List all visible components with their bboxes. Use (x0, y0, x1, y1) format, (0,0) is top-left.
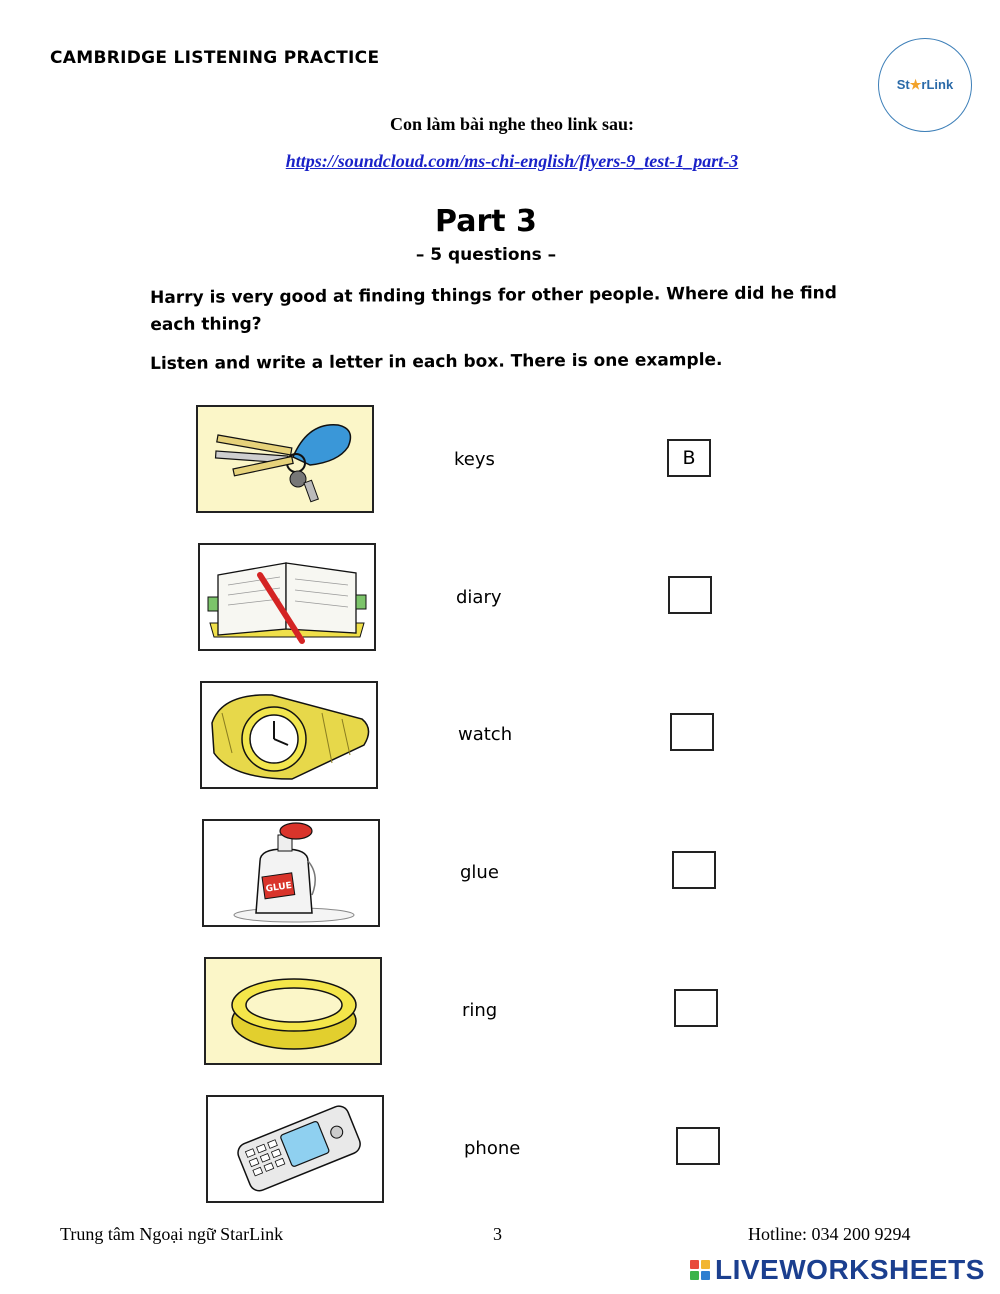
footer-hotline: Hotline: 034 200 9294 (748, 1224, 911, 1244)
watch-picture (200, 681, 378, 789)
soundcloud-link[interactable]: https://soundcloud.com/ms-chi-english/flyers-9_test-1_part-3 (285, 151, 739, 171)
answer-box-glue[interactable] (672, 851, 716, 889)
keys-picture (196, 405, 374, 513)
task-description: Harry is very good at finding things for other people. Where did he find each thing? (150, 283, 837, 335)
diary-icon (200, 545, 374, 649)
instruction-text: Con làm bài nghe theo link sau: (389, 114, 635, 134)
phone-picture (206, 1095, 384, 1203)
header-title: CAMBRIDGE LISTENING PRACTICE (50, 48, 380, 68)
liveworksheets-watermark (690, 1254, 985, 1286)
part-title: Part 3 (435, 204, 537, 239)
phone-icon (208, 1097, 382, 1201)
answer-box-ring[interactable] (674, 989, 718, 1027)
part-subtitle: – 5 questions – (415, 245, 557, 265)
footer-center-name: Trung tâm Ngoại ngữ StarLink (60, 1224, 284, 1244)
keys-icon (198, 407, 372, 511)
glue-picture (202, 819, 380, 927)
logo-text: St★rLink (896, 77, 954, 92)
task-instruction: Listen and write a letter in each box. There is one example. (150, 350, 723, 374)
word-watch: watch (458, 724, 513, 745)
ring-icon (206, 959, 380, 1063)
liveworksheets-logo-icon (690, 1260, 710, 1280)
word-keys: keys (454, 449, 495, 470)
answer-box-phone[interactable] (676, 1127, 720, 1165)
word-diary: diary (456, 587, 502, 608)
glue-icon (204, 821, 378, 925)
answer-box-diary[interactable] (668, 576, 712, 614)
watch-icon (202, 683, 376, 787)
word-ring: ring (462, 1000, 498, 1021)
word-glue: glue (460, 862, 499, 883)
liveworksheets-text: LIVEWORKSHEETS (715, 1254, 985, 1285)
diary-picture (198, 543, 376, 651)
word-phone: phone (464, 1138, 521, 1159)
answer-box-keys[interactable]: B (667, 439, 711, 477)
svg-text:GLUE: GLUE (265, 880, 293, 895)
ring-picture (204, 957, 382, 1065)
page-number: 3 (493, 1224, 502, 1244)
answer-box-watch[interactable] (670, 713, 714, 751)
